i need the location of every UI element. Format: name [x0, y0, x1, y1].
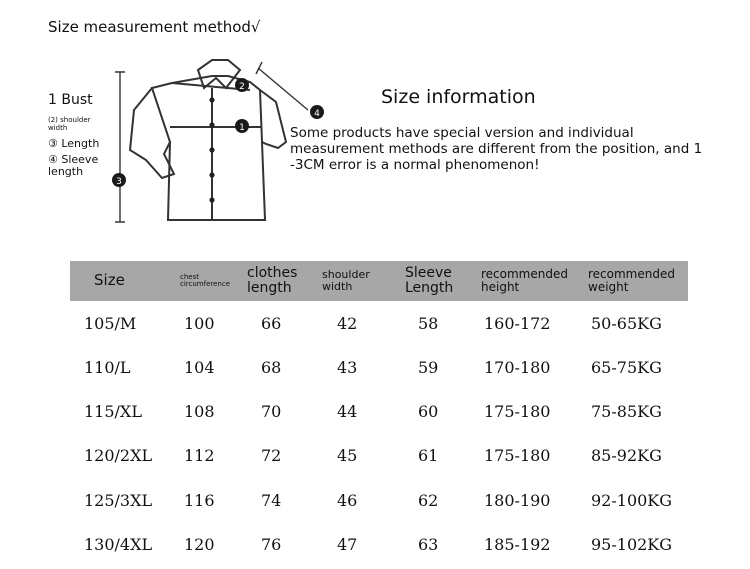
header-sleeve-line1: Sleeve — [405, 265, 452, 282]
header-height-line1: recommended — [481, 267, 568, 282]
marker-3-label: 3 — [116, 177, 122, 187]
cell-weight: 75-85KG — [591, 402, 662, 422]
table-row — [70, 345, 688, 389]
cell-height: 170-180 — [484, 357, 551, 377]
shirt-button — [209, 197, 214, 202]
header-weight-line1: recommended — [588, 267, 675, 282]
cell-length: 72 — [261, 446, 282, 466]
shirt-button — [209, 147, 214, 152]
marker-4-label: 4 — [314, 109, 320, 119]
cell-size: 125/3XL — [84, 490, 153, 510]
cell-height: 180-190 — [484, 490, 551, 510]
cell-weight: 65-75KG — [591, 357, 662, 377]
legend-shoulder-line1: (2) shoulder — [48, 116, 91, 124]
header-sleeve-length — [405, 261, 453, 301]
cell-shoulder: 47 — [337, 534, 358, 554]
cell-sleeve: 59 — [418, 357, 439, 377]
size-info-title: Size information — [381, 86, 536, 108]
cell-weight: 85-92KG — [591, 446, 662, 466]
cell-sleeve: 58 — [418, 313, 439, 333]
header-shoulder-line2: width — [322, 280, 353, 293]
cell-sleeve: 63 — [418, 534, 439, 554]
cell-size: 130/4XL — [84, 534, 153, 554]
marker-2-label: 2 — [239, 82, 245, 92]
cell-height: 160-172 — [484, 313, 551, 333]
cell-weight: 50-65KG — [591, 313, 662, 333]
cell-sleeve: 62 — [418, 490, 439, 510]
legend-shoulder — [48, 116, 91, 132]
shirt-right-sleeve — [260, 90, 286, 148]
cell-height: 185-192 — [484, 534, 551, 554]
header-height-line2: height — [481, 280, 520, 294]
header-chest-line2: circumference — [180, 280, 231, 288]
shirt-button — [209, 122, 214, 127]
size-info-note: Some products have special version and individual measurement methods are different from the position, and 1 -3CM error is a normal phenomenon! — [290, 125, 703, 173]
header-clothes-length — [247, 261, 297, 301]
table-row — [70, 478, 688, 522]
cell-length: 74 — [261, 490, 282, 510]
marker-1-label: 1 — [239, 123, 245, 133]
sleeve-measure-cap — [256, 62, 262, 74]
table-row — [70, 522, 688, 566]
cell-length: 68 — [261, 357, 282, 377]
legend-sleeve-line2: length — [48, 165, 84, 178]
cell-sleeve: 60 — [418, 402, 439, 422]
cell-chest: 120 — [184, 534, 215, 554]
cell-size: 110/L — [84, 357, 131, 377]
measurement-method-title: Size measurement method√ — [48, 18, 261, 36]
cell-size: 115/XL — [84, 402, 142, 422]
sleeve-measure-line — [258, 68, 308, 110]
header-recommended-height — [481, 261, 568, 301]
cell-shoulder: 42 — [337, 313, 358, 333]
shirt-collar — [198, 60, 240, 88]
cell-length: 66 — [261, 313, 282, 333]
table-row — [70, 301, 688, 345]
header-size — [94, 261, 125, 301]
header-recommended-weight — [588, 261, 675, 301]
cell-chest: 104 — [184, 357, 215, 377]
header-shoulder-width — [322, 261, 370, 301]
legend-bust: 1 Bust — [48, 92, 93, 108]
cell-weight: 95-102KG — [591, 534, 673, 554]
cell-size: 105/M — [84, 313, 137, 333]
shirt-button — [209, 97, 214, 102]
cell-weight: 92-100KG — [591, 490, 673, 510]
cell-shoulder: 46 — [337, 490, 358, 510]
table-row — [70, 434, 688, 478]
legend-shoulder-line2: width — [48, 124, 68, 132]
header-sleeve-line2: Length — [405, 280, 454, 296]
shirt-button — [209, 172, 214, 177]
cell-length: 70 — [261, 402, 282, 422]
legend-length: ③ Length — [48, 137, 100, 150]
header-clothes-line2: length — [247, 280, 292, 296]
legend-sleeve — [48, 154, 98, 178]
header-weight-line2: weight — [588, 280, 629, 294]
header-size-label: Size — [94, 271, 125, 290]
cell-chest: 116 — [184, 490, 215, 510]
cell-chest: 108 — [184, 402, 215, 422]
size-table-header — [70, 261, 688, 301]
cell-size: 120/2XL — [84, 446, 153, 466]
cell-chest: 112 — [184, 446, 215, 466]
cell-shoulder: 44 — [337, 402, 358, 422]
cell-shoulder: 45 — [337, 446, 358, 466]
header-chest — [180, 261, 230, 301]
cell-height: 175-180 — [484, 402, 551, 422]
shirt-body-outline — [152, 76, 265, 220]
header-clothes-line1: clothes — [247, 265, 298, 282]
header-shoulder-line1: shoulder — [322, 268, 370, 282]
size-table — [70, 261, 688, 567]
cell-sleeve: 61 — [418, 446, 439, 466]
table-row — [70, 390, 688, 434]
cell-shoulder: 43 — [337, 357, 358, 377]
cell-length: 76 — [261, 534, 282, 554]
cell-chest: 100 — [184, 313, 215, 333]
cell-height: 175-180 — [484, 446, 551, 466]
legend-sleeve-line1: ④ Sleeve — [48, 153, 99, 166]
header-chest-line1: chest — [180, 272, 199, 281]
